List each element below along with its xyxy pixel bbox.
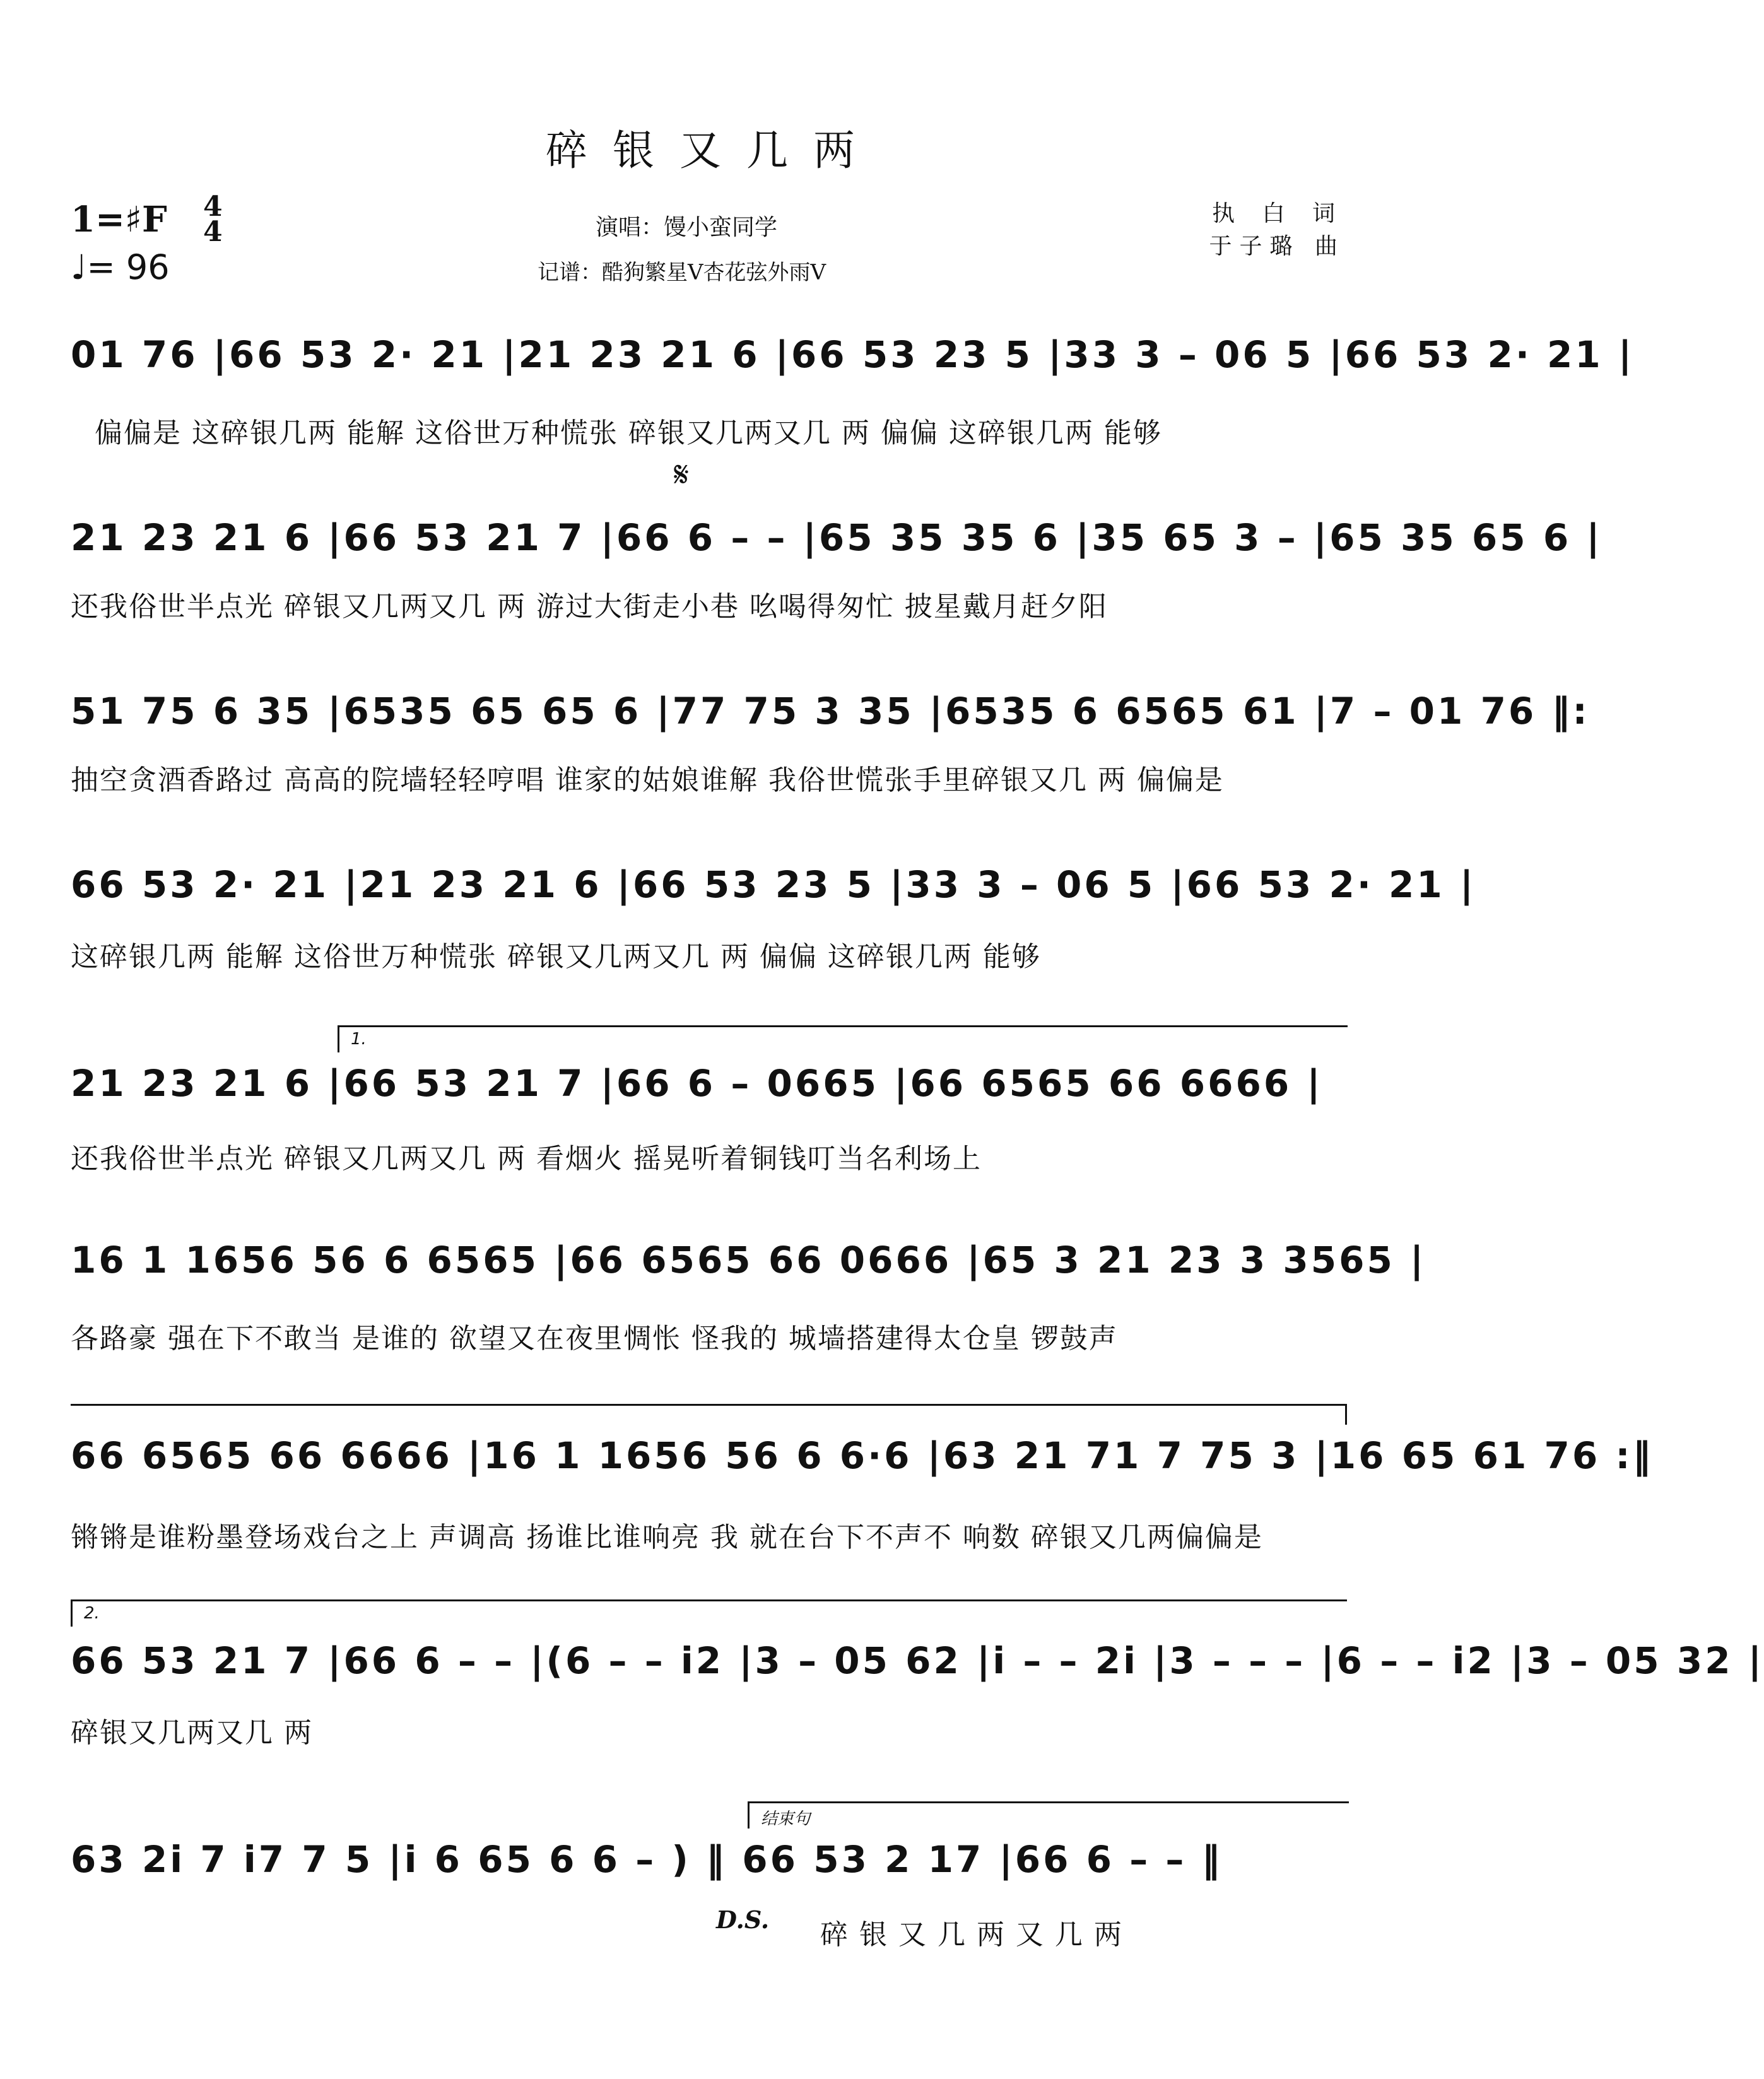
notation-line: 01 76 |66 53 2· 21 |21 23 21 6 |66 53 23 5 |33 3 – 06 5 |66 53 2· 21 | (71, 333, 1635, 376)
staff-line-9 (71, 1827, 1358, 1896)
staff-line-5 (71, 1051, 1358, 1120)
staff-line-4 (71, 852, 1476, 921)
volta-first-ending (338, 1025, 1348, 1052)
notation-line: 63 2i 7 i7 7 5 |i 6 65 6 6 – ) ‖ 66 53 2 17 |66 6 – – ‖ (71, 1838, 1223, 1881)
coda-label: 结束句 (761, 1810, 811, 1829)
segno-sign: 𝄋 (674, 454, 690, 495)
lyricist-credit: 执 白 词 (1212, 201, 1345, 227)
volta-second-ending (71, 1599, 1347, 1627)
time-signature-top: 4 (203, 191, 223, 223)
coda-bracket (748, 1801, 1349, 1829)
staff-line-1 (71, 322, 1635, 391)
notation-line: 16 1 1656 56 6 6565 |66 6565 66 0666 |65 3 21 23 3 3565 | (71, 1239, 1426, 1281)
volta-2-label: 2. (84, 1604, 100, 1623)
notation-line: 21 23 21 6 |66 53 21 7 |66 6 – 0665 |66 6565 66 6666 | (71, 1062, 1323, 1105)
volta-1-label: 1. (351, 1030, 367, 1049)
notation-line: 66 53 2· 21 |21 23 21 6 |66 53 23 5 |33 3 – 06 5 |66 53 2· 21 | (71, 863, 1476, 906)
staff-line-2 (71, 505, 1602, 574)
dal-segno-marking: D.S. (716, 1905, 770, 1934)
key-signature: 1=♯F (71, 199, 167, 240)
staff-line-8 (71, 1628, 1764, 1697)
notation-line: 51 75 6 35 |6535 65 65 6 |77 75 3 35 |6535 6 6565 61 |7 – 01 76 ‖: (71, 690, 1590, 733)
staff-line-6 (71, 1227, 1426, 1297)
lyric-line-8: 碎银又几两又几 两 (71, 1717, 313, 1749)
transcriber-credit: 记谱：酷狗繁星V杏花弦外雨V (538, 260, 826, 285)
staff-line-7 (71, 1423, 1654, 1492)
lyric-line-1: 偏偏是 这碎银几两 能解 这俗世万种慌张 碎银又几两又几 两 偏偏 这碎银几两 能够 (95, 417, 1162, 449)
page-title: 碎银又几两 (546, 126, 880, 175)
lyric-line-5: 还我俗世半点光 碎银又几两又几 两 看烟火 摇晃听着铜钱叮当名利场上 (71, 1143, 982, 1175)
time-signature-bottom: 4 (203, 216, 223, 248)
notation-line: 21 23 21 6 |66 53 21 7 |66 6 – – |65 35 35 6 |35 65 3 – |65 35 65 6 | (71, 516, 1602, 559)
notation-line: 66 6565 66 6666 |16 1 1656 56 6 6·6 |63 21 71 7 75 3 |16 65 61 76 :‖ (71, 1434, 1654, 1477)
lyric-line-2: 还我俗世半点光 碎银又几两又几 两 游过大街走小巷 吆喝得匆忙 披星戴月赶夕阳 (71, 591, 1108, 623)
tempo-marking: ♩= 96 (71, 247, 170, 287)
lyric-line-3: 抽空贪酒香路过 高高的院墙轻轻哼唱 谁家的姑娘谁解 我俗世慌张手里碎银又几 两 偏偏是 (71, 764, 1224, 796)
time-signature (203, 191, 223, 248)
staff-line-3 (71, 678, 1590, 748)
repeat-bracket (71, 1404, 1347, 1425)
lyric-line-9: 碎 银 又 几 两 又 几 两 (820, 1919, 1123, 1951)
lyric-line-6: 各路豪 强在下不敢当 是谁的 欲望又在夜里惆怅 怪我的 城墙搭建得太仓皇 锣鼓声 (71, 1322, 1118, 1355)
singer-credit: 演唱：馒小蛮同学 (596, 215, 778, 240)
lyric-line-7: 锵锵是谁粉墨登场戏台之上 声调高 扬谁比谁响亮 我 就在台下不声不 响数 碎银又几两偏偏是 (71, 1521, 1263, 1553)
composer-credit: 于子璐 曲 (1209, 233, 1345, 259)
notation-line: 66 53 21 7 |66 6 – – |(6 – – i2 |3 – 05 62 |i – – 2i |3 – – – |6 – – i2 |3 – 05 32 | (71, 1639, 1764, 1682)
lyric-line-4: 这碎银几两 能解 这俗世万种慌张 碎银又几两又几 两 偏偏 这碎银几两 能够 (71, 941, 1041, 973)
